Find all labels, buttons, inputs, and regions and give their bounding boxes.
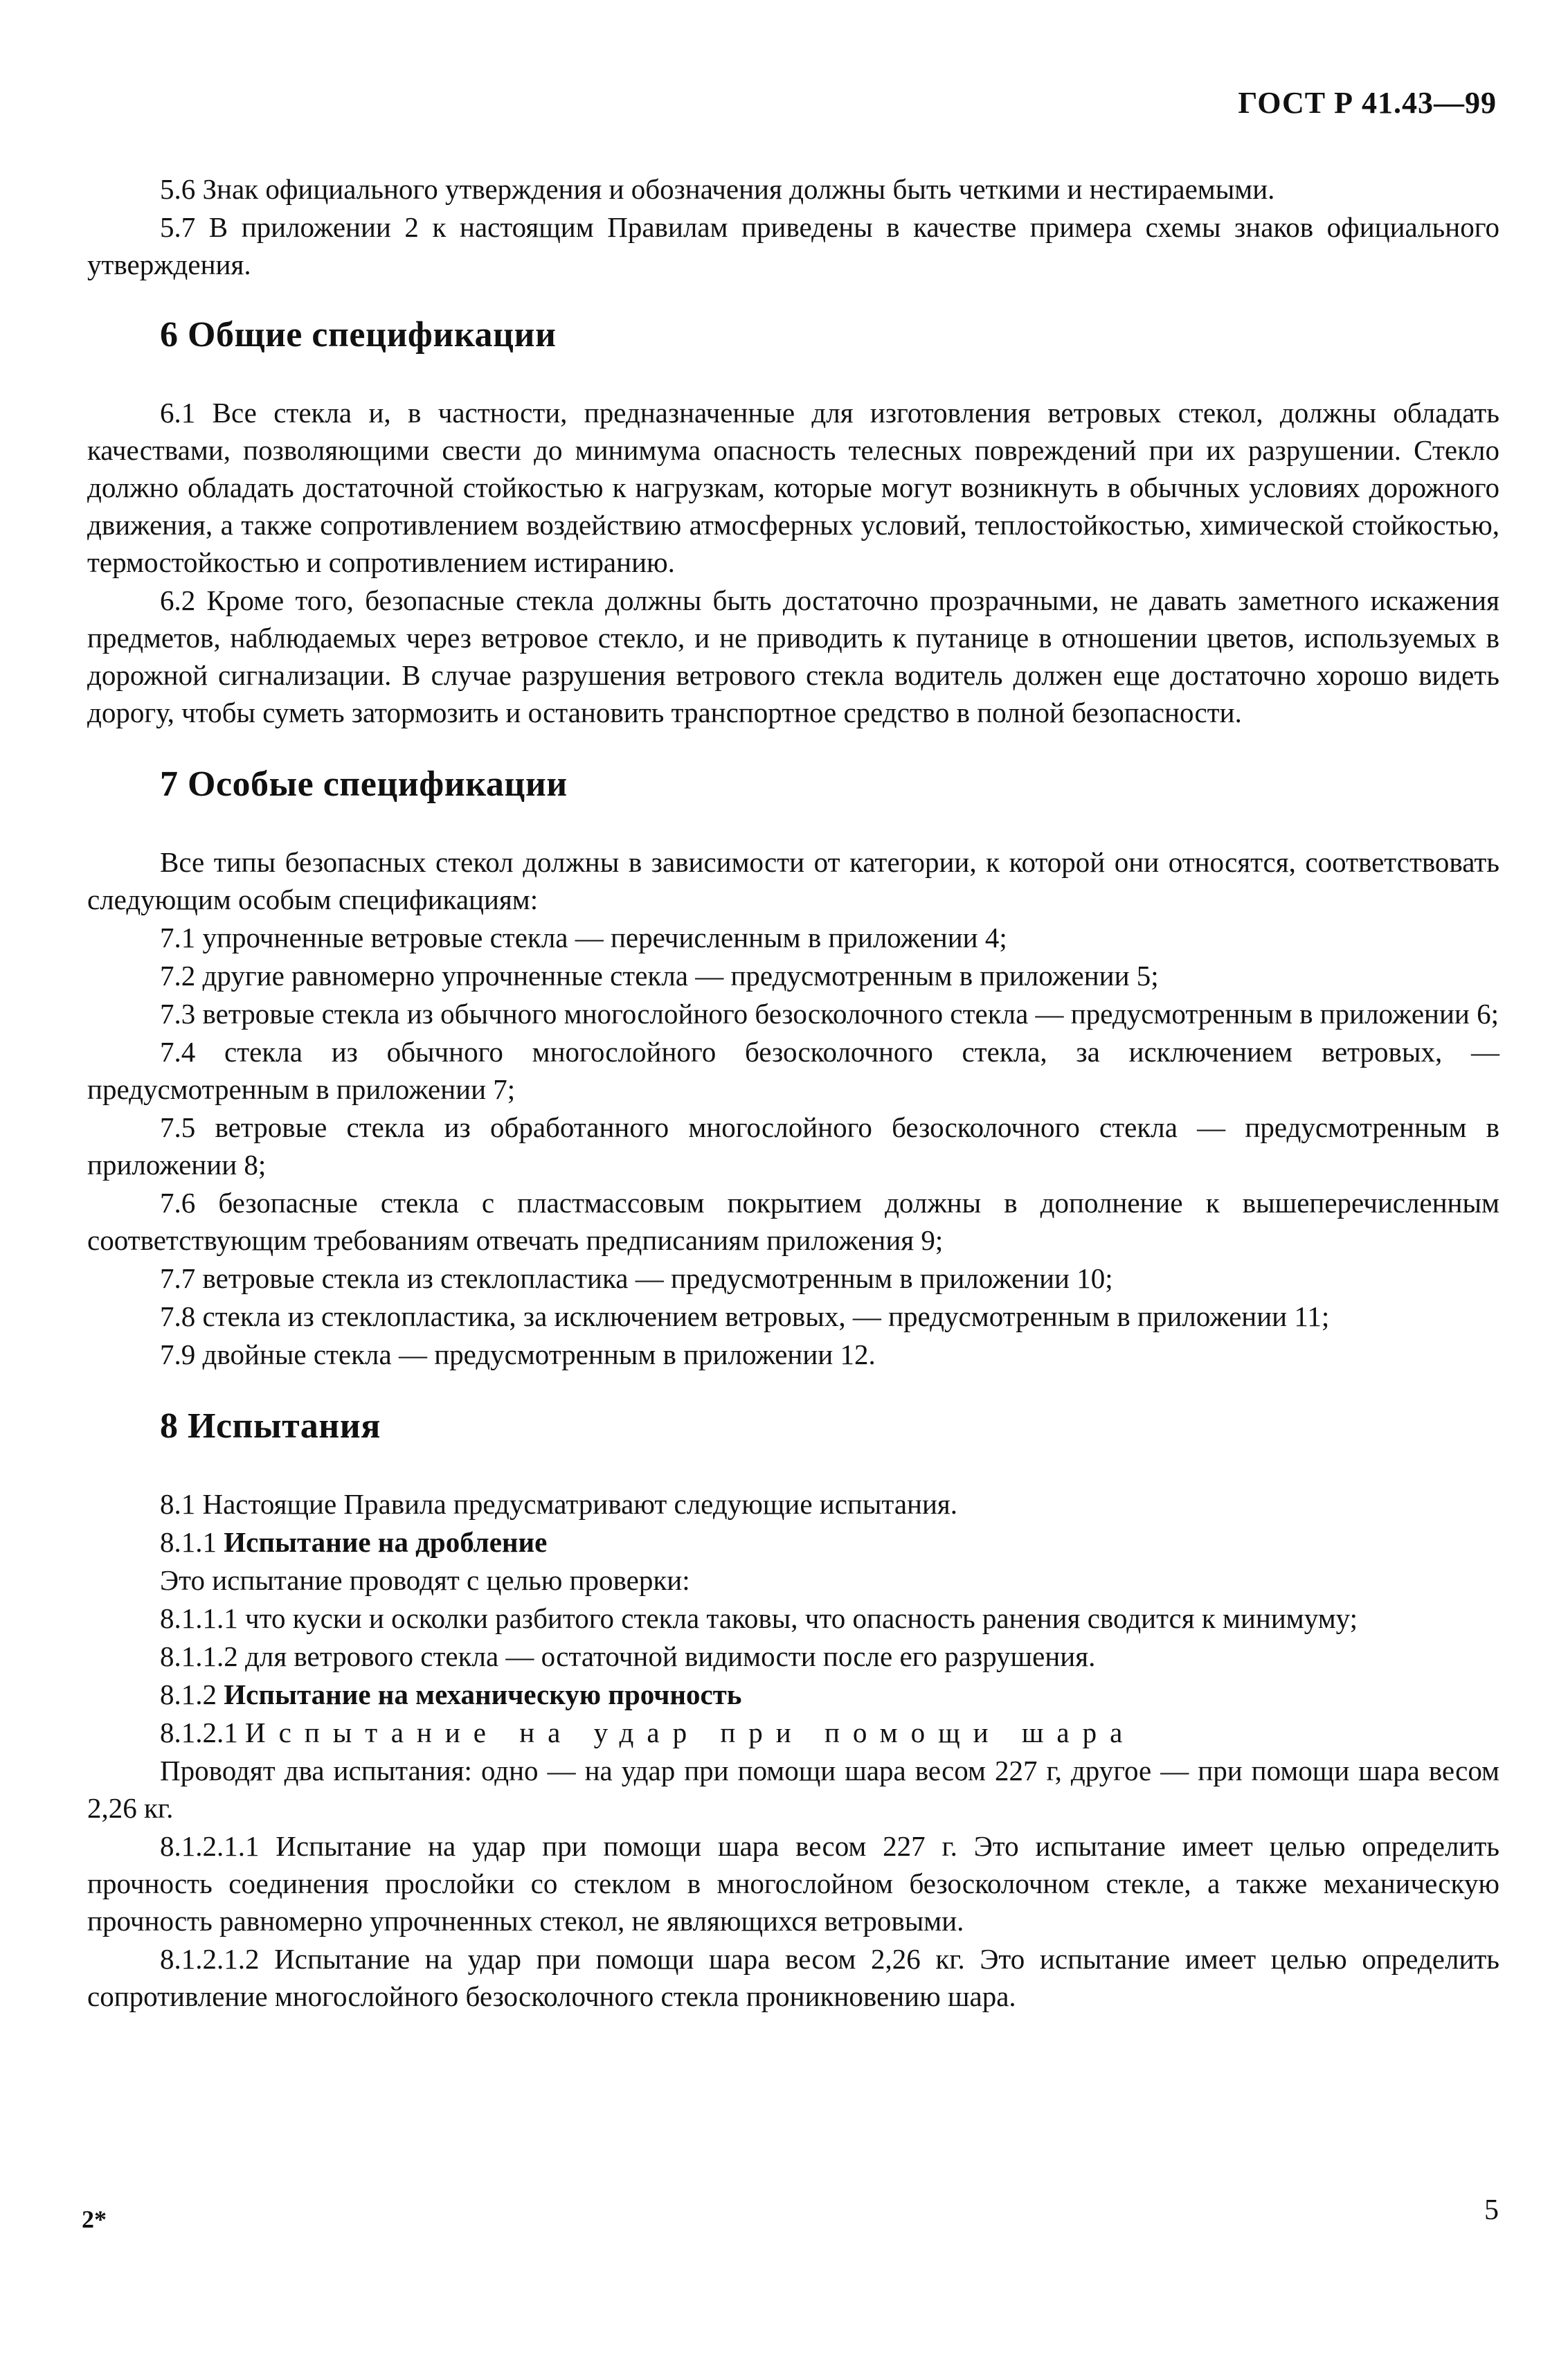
paragraph-8-1: 8.1 Настоящие Правила предусматривают следующие испытания. [160, 1488, 958, 1520]
paragraph-7-7: 7.7 ветровые стекла из стеклопластика — предусмотренным в приложении 10; [160, 1262, 1113, 1294]
paragraph-7-1: 7.1 упрочненные ветровые стекла — перечисленным в приложении 4; [160, 922, 1007, 953]
paragraph-8-1-2 [87, 1676, 1499, 1713]
clause-title: Испытание на дробление [224, 1526, 548, 1558]
section-7-heading: 7 Особые спецификации [160, 764, 568, 804]
paragraph-8-1-1-2: 8.1.1.2 для ветрового стекла — остаточной видимости после его разрушения. [160, 1640, 1096, 1672]
paragraph-two-tests: Проводят два испытания: одно — на удар при помощи шара весом 227 г, другое — при помощи шара весом 2,26 кг. [87, 1755, 1499, 1824]
clause-number: 8.1.2 [160, 1678, 224, 1710]
document-code: ГОСТ Р 41.43—99 [1238, 86, 1497, 120]
paragraph-8-1-1-1: 8.1.1.1 что куски и осколки разбитого стекла таковы, что опасность ранения сводится к минимуму; [160, 1602, 1358, 1634]
signature-mark: 2* [82, 2205, 107, 2233]
paragraph-7-4: 7.4 стекла из обычного многослойного безосколочного стекла, за исключением ветровых, — предусмотренным в приложении 7; [87, 1036, 1499, 1105]
paragraph-8-1-1-intro: Это испытание проводят с целью проверки: [160, 1564, 690, 1596]
clause-title: Испытание на механическую прочность [224, 1678, 742, 1710]
page-number: 5 [1484, 2194, 1499, 2226]
paragraph-7-intro: Все типы безопасных стекол должны в зависимости от категории, к которой они относятся, соответствовать следующим особым спецификациям: [87, 846, 1499, 915]
paragraph-6-1: 6.1 Все стекла и, в частности, предназначенные для изготовления ветровых стекол, должны обладать качествами, позволяющими свести до минимума опасность телесных повреждений при их разрушении. Стекло должно обладать достаточной стойкостью к нагрузкам, которые могут возникнуть в обычных условиях дорожного движения, а также сопротивлением воздействию атмосферных условий, теплостойкостью, химической стойкостью, термостойкостью и сопротивлением истиранию. [87, 397, 1499, 578]
section-8-heading: 8 Испытания [160, 1406, 381, 1446]
paragraph-8-1-2-1-2: 8.1.2.1.2 Испытание на удар при помощи шара весом 2,26 кг. Это испытание имеет целью определить сопротивление многослойного безосколочного стекла проникновению шара. [87, 1943, 1499, 2012]
clause-title-spaced: Испытание на удар при помощи шара [245, 1717, 1136, 1748]
paragraph-5-6: 5.6 Знак официального утверждения и обозначения должны быть четкими и нестираемыми. [160, 173, 1275, 205]
paragraph-6-2: 6.2 Кроме того, безопасные стекла должны быть достаточно прозрачными, не давать заметного искажения предметов, наблюдаемых через ветровое стекло, и не приводить к путанице в отношении цветов, используемых в дорожной сигнализации. В случае разрушения ветрового стекла водитель должен еще достаточно хорошо видеть дорогу, чтобы суметь затормозить и остановить транспортное средство в полной безопасности. [87, 584, 1499, 728]
paragraph-8-1-2-1 [87, 1714, 1499, 1751]
clause-number: 8.1.1 [160, 1526, 224, 1558]
clause-number: 8.1.2.1 [160, 1717, 245, 1748]
paragraph-8-1-1 [87, 1523, 1499, 1561]
paragraph-7-6: 7.6 безопасные стекла с пластмассовым покрытием должны в дополнение к вышеперечисленным соответствующим требованиям отвечать предписаниям приложения 9; [87, 1187, 1499, 1256]
paragraph-7-9: 7.9 двойные стекла — предусмотренным в приложении 12. [160, 1338, 876, 1370]
paragraph-5-7: 5.7 В приложении 2 к настоящим Правилам приведены в качестве примера схемы знаков официального утверждения. [87, 211, 1499, 280]
paragraph-7-3: 7.3 ветровые стекла из обычного многослойного безосколочного стекла — предусмотренным в приложении 6; [160, 998, 1499, 1030]
section-6-heading: 6 Общие спецификации [160, 315, 557, 355]
paragraph-7-2: 7.2 другие равномерно упрочненные стекла — предусмотренным в приложении 5; [160, 960, 1159, 992]
document-body [87, 170, 1499, 2015]
paragraph-7-8: 7.8 стекла из стеклопластика, за исключением ветровых, — предусмотренным в приложении 11; [160, 1300, 1330, 1332]
paragraph-8-1-2-1-1: 8.1.2.1.1 Испытание на удар при помощи шара весом 227 г. Это испытание имеет целью определить прочность соединения прослойки со стеклом в многослойном безосколочном стекле, а также механическую прочность равномерно упрочненных стекол, не являющихся ветровыми. [87, 1830, 1499, 1937]
paragraph-7-5: 7.5 ветровые стекла из обработанного многослойного безосколочного стекла — предусмотренным в приложении 8; [87, 1111, 1499, 1181]
